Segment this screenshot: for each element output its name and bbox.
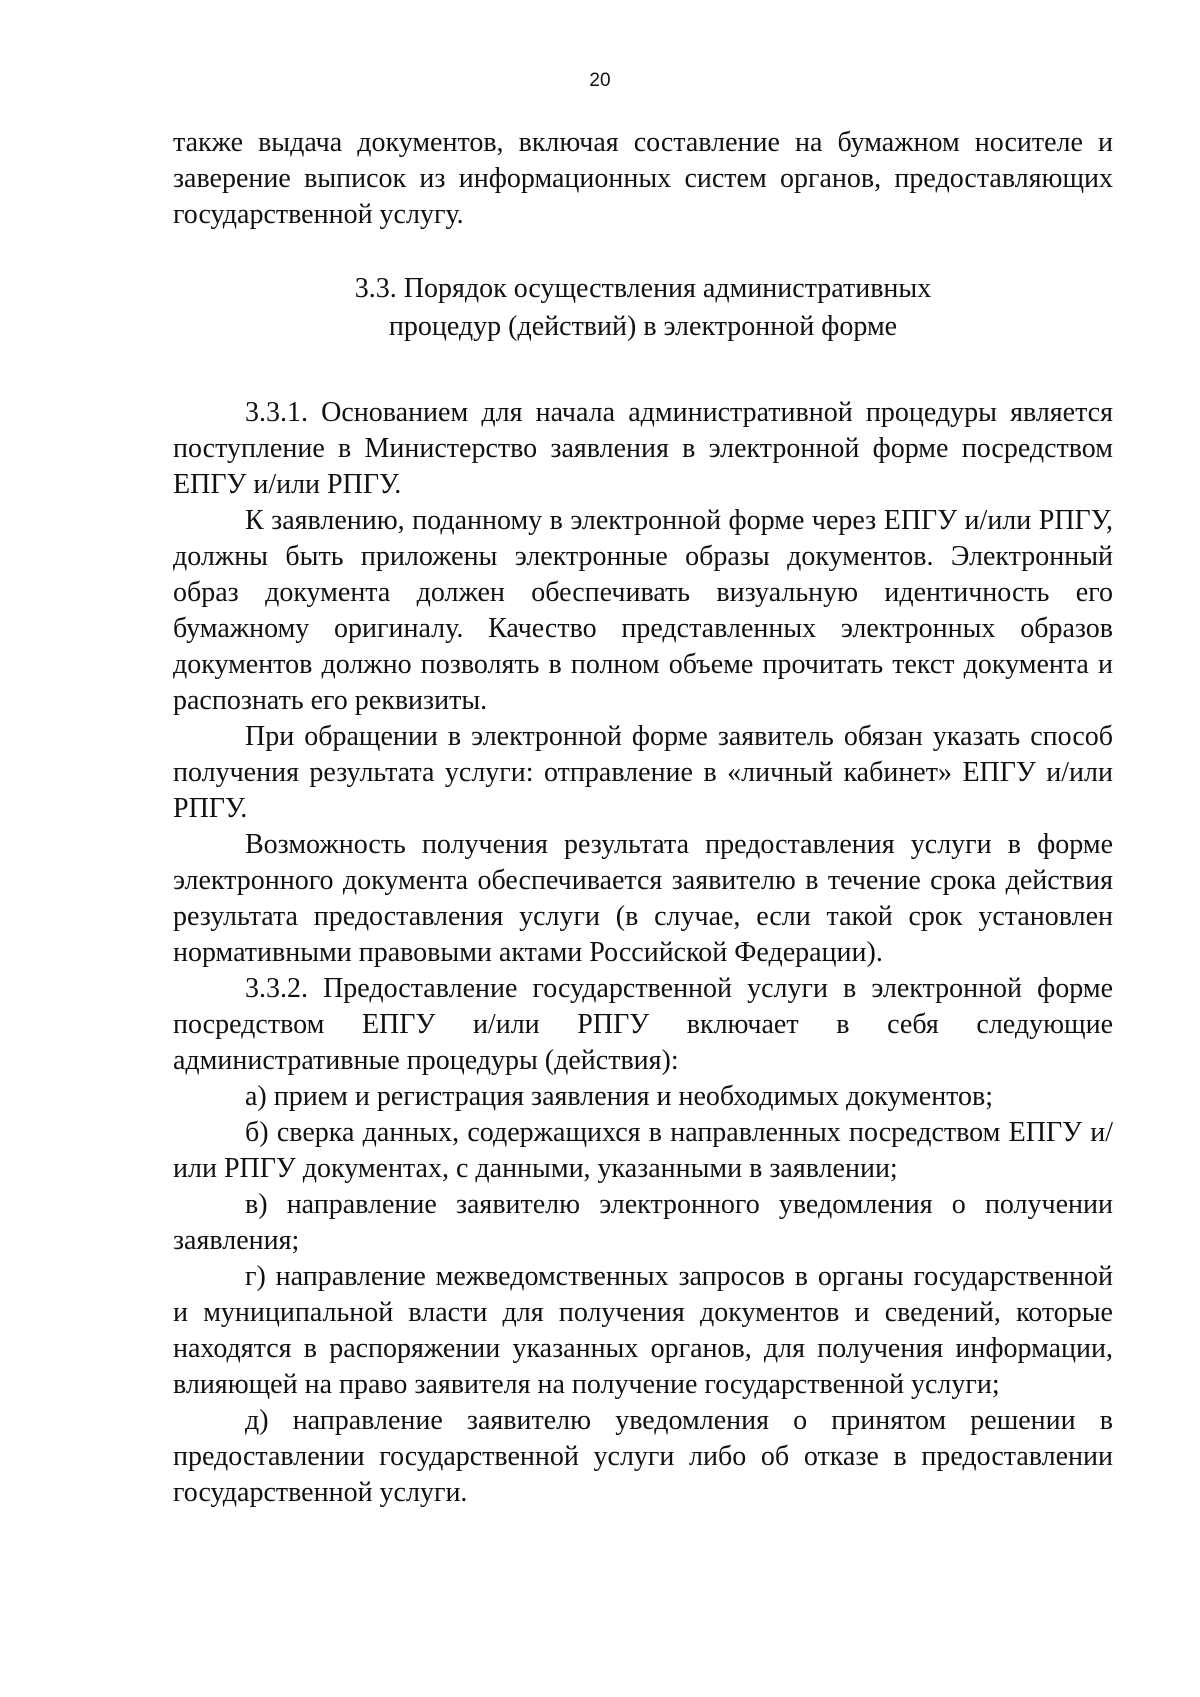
intro-paragraph: также выдача документов, включая составление на бумажном носителе и заверение выписок из информационных систем органов, предоставляющих государственной услугу.	[173, 127, 1113, 230]
section-heading-line-2: процедур (действий) в электронной форме	[388, 311, 898, 342]
paragraph-3-3-2: 3.3.2. Предоставление государственной услуги в электронной форме посредством ЕПГУ и/или РПГУ включает в себя следующие административные процедуры (действия):	[173, 973, 1113, 1076]
paragraph-result-method: При обращении в электронной форме заявитель обязан указать способ получения результата услуги: отправление в «личный кабинет» ЕПГУ и/или РПГУ.	[173, 721, 1113, 824]
list-item-v: в) направление заявителю электронного уведомления о получении заявления;	[173, 1189, 1113, 1256]
list-item-b: б) сверка данных, содержащихся в направленных посредством ЕПГУ и/или РПГУ документах, с данными, указанными в заявлении;	[173, 1117, 1113, 1184]
paragraph-3-3-1: 3.3.1. Основанием для начала административной процедуры является поступление в Министерство заявления в электронной форме посредством ЕПГУ и/или РПГУ.	[173, 397, 1113, 500]
page-number: 20	[589, 70, 611, 91]
section-heading-line-1: 3.3. Порядок осуществления административных	[354, 273, 932, 304]
paragraph-electronic-images: К заявлению, поданному в электронной форме через ЕПГУ и/или РПГУ, должны быть приложены электронные образы документов. Электронный образ документа должен обеспечивать визуальную идентичность его бумажному оригиналу. Качество представленных электронных образов документов должно позволять в полном объеме прочитать текст документа и распознать его реквизиты.	[173, 505, 1113, 716]
document-body	[173, 125, 1113, 1511]
list-item-g: г) направление межведомственных запросов в органы государственной и муниципальной власти для получения документов и сведений, которые находятся в распоряжении указанных органов, для получения информации, влияющей на право заявителя на получение государственной услуги;	[173, 1261, 1113, 1400]
list-item-d: д) направление заявителю уведомления о принятом решении в предоставлении государственной услуги либо об отказе в предоставлении государственной услуги.	[173, 1405, 1113, 1508]
section-heading	[173, 270, 1113, 346]
paragraph-result-availability: Возможность получения результата предоставления услуги в форме электронного документа обеспечивается заявителю в течение срока действия результата предоставления услуги (в случае, если такой срок установлен нормативными правовыми актами Российской Федерации).	[173, 829, 1113, 968]
list-item-a: а) прием и регистрация заявления и необходимых документов;	[245, 1081, 994, 1112]
